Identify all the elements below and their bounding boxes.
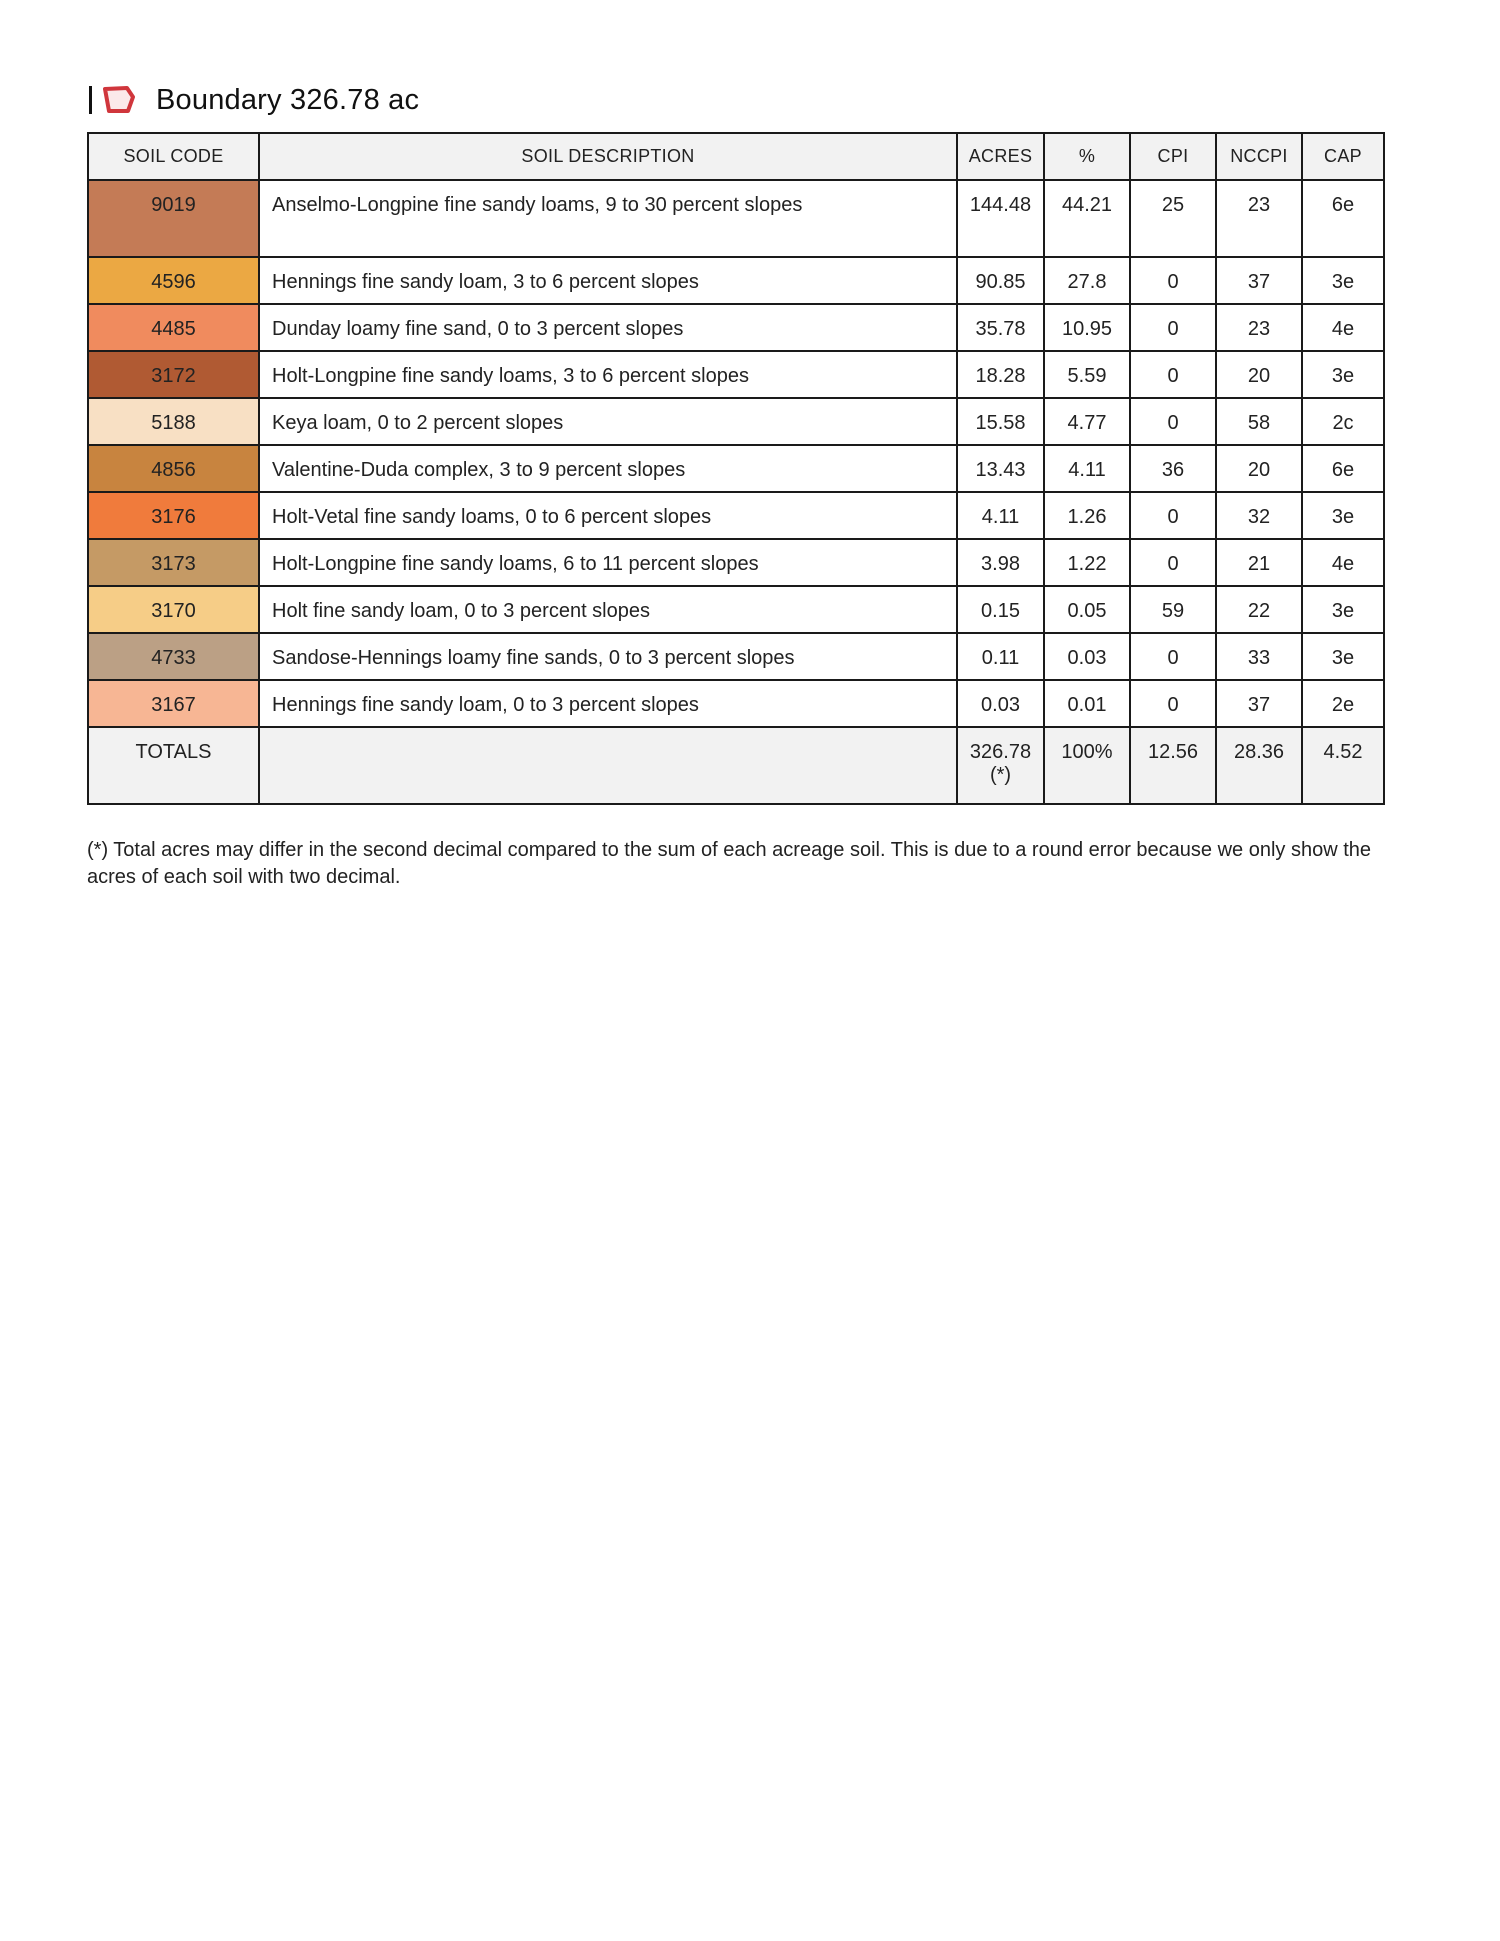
percent-cell: 0.01: [1044, 680, 1130, 727]
page-title: Boundary 326.78 ac: [156, 83, 420, 116]
nccpi-cell: 33: [1216, 633, 1302, 680]
boundary-polygon-icon: [102, 85, 136, 115]
percent-cell: 0.03: [1044, 633, 1130, 680]
nccpi-cell: 20: [1216, 445, 1302, 492]
cpi-cell: 25: [1130, 180, 1216, 257]
cap-cell: 2e: [1302, 680, 1384, 727]
column-header-soil-code: SOIL CODE: [88, 133, 259, 180]
acres-cell: 90.85: [957, 257, 1044, 304]
table-row: [88, 633, 1384, 680]
table-row: [88, 680, 1384, 727]
table-row: [88, 351, 1384, 398]
table-row: [88, 398, 1384, 445]
percent-cell: 4.11: [1044, 445, 1130, 492]
page-header: [89, 78, 419, 122]
nccpi-cell: 32: [1216, 492, 1302, 539]
soil-description-cell: Hennings fine sandy loam, 0 to 3 percent slopes: [259, 680, 957, 727]
soil-code-cell: 4596: [88, 257, 259, 304]
cap-cell: 3e: [1302, 257, 1384, 304]
nccpi-cell: 58: [1216, 398, 1302, 445]
table-row: [88, 257, 1384, 304]
soil-code-cell: 4856: [88, 445, 259, 492]
nccpi-cell: 22: [1216, 586, 1302, 633]
percent-cell: 0.05: [1044, 586, 1130, 633]
nccpi-cell: 21: [1216, 539, 1302, 586]
totals-row: [88, 727, 1384, 804]
soil-code-cell: 3176: [88, 492, 259, 539]
totals-percent: 100%: [1044, 727, 1130, 804]
cap-cell: 4e: [1302, 304, 1384, 351]
column-header-cpi: CPI: [1130, 133, 1216, 180]
cap-cell: 6e: [1302, 180, 1384, 257]
column-header-cap: CAP: [1302, 133, 1384, 180]
soil-code-cell: 4733: [88, 633, 259, 680]
soil-code-cell: 5188: [88, 398, 259, 445]
nccpi-cell: 23: [1216, 304, 1302, 351]
acres-cell: 4.11: [957, 492, 1044, 539]
soil-description-cell: Dunday loamy fine sand, 0 to 3 percent slopes: [259, 304, 957, 351]
cpi-cell: 0: [1130, 633, 1216, 680]
soil-description-cell: Holt fine sandy loam, 0 to 3 percent slopes: [259, 586, 957, 633]
soil-code-cell: 9019: [88, 180, 259, 257]
soil-description-cell: Hennings fine sandy loam, 3 to 6 percent slopes: [259, 257, 957, 304]
cap-cell: 4e: [1302, 539, 1384, 586]
table-row: [88, 445, 1384, 492]
acres-cell: 35.78: [957, 304, 1044, 351]
soil-description-cell: Holt-Vetal fine sandy loams, 0 to 6 percent slopes: [259, 492, 957, 539]
cap-cell: 3e: [1302, 633, 1384, 680]
cpi-cell: 0: [1130, 304, 1216, 351]
cpi-cell: 0: [1130, 351, 1216, 398]
soil-description-cell: Holt-Longpine fine sandy loams, 3 to 6 percent slopes: [259, 351, 957, 398]
percent-cell: 5.59: [1044, 351, 1130, 398]
cpi-cell: 0: [1130, 492, 1216, 539]
column-header-nccpi: NCCPI: [1216, 133, 1302, 180]
acres-cell: 0.11: [957, 633, 1044, 680]
table-row: [88, 492, 1384, 539]
header-divider: [89, 86, 92, 114]
soil-description-cell: Keya loam, 0 to 2 percent slopes: [259, 398, 957, 445]
percent-cell: 1.22: [1044, 539, 1130, 586]
acres-cell: 3.98: [957, 539, 1044, 586]
totals-label: TOTALS: [88, 727, 259, 804]
column-header-percent: %: [1044, 133, 1130, 180]
soil-description-cell: Holt-Longpine fine sandy loams, 6 to 11 percent slopes: [259, 539, 957, 586]
cpi-cell: 0: [1130, 680, 1216, 727]
cpi-cell: 0: [1130, 398, 1216, 445]
table-row: [88, 586, 1384, 633]
column-header-acres: ACRES: [957, 133, 1044, 180]
soil-code-cell: 3173: [88, 539, 259, 586]
soil-description-cell: Sandose-Hennings loamy fine sands, 0 to 3 percent slopes: [259, 633, 957, 680]
nccpi-cell: 20: [1216, 351, 1302, 398]
cpi-cell: 0: [1130, 539, 1216, 586]
column-header-soil-description: SOIL DESCRIPTION: [259, 133, 957, 180]
totals-cpi: 12.56: [1130, 727, 1216, 804]
percent-cell: 27.8: [1044, 257, 1130, 304]
cap-cell: 2c: [1302, 398, 1384, 445]
cpi-cell: 59: [1130, 586, 1216, 633]
acres-cell: 15.58: [957, 398, 1044, 445]
totals-nccpi: 28.36: [1216, 727, 1302, 804]
soil-code-cell: 3167: [88, 680, 259, 727]
soil-description-cell: Valentine-Duda complex, 3 to 9 percent slopes: [259, 445, 957, 492]
cpi-cell: 36: [1130, 445, 1216, 492]
acres-cell: 0.03: [957, 680, 1044, 727]
cap-cell: 6e: [1302, 445, 1384, 492]
cap-cell: 3e: [1302, 492, 1384, 539]
nccpi-cell: 23: [1216, 180, 1302, 257]
nccpi-cell: 37: [1216, 680, 1302, 727]
soil-code-cell: 4485: [88, 304, 259, 351]
acres-cell: 13.43: [957, 445, 1044, 492]
soil-code-cell: 3170: [88, 586, 259, 633]
totals-acres: 326.78(*): [957, 727, 1044, 804]
totals-description: [259, 727, 957, 804]
percent-cell: 44.21: [1044, 180, 1130, 257]
percent-cell: 4.77: [1044, 398, 1130, 445]
soils-table: [87, 132, 1385, 805]
table-header-row: [88, 133, 1384, 180]
cpi-cell: 0: [1130, 257, 1216, 304]
soil-description-cell: Anselmo-Longpine fine sandy loams, 9 to 30 percent slopes: [259, 180, 957, 257]
cap-cell: 3e: [1302, 351, 1384, 398]
acres-cell: 0.15: [957, 586, 1044, 633]
soil-code-cell: 3172: [88, 351, 259, 398]
table-row: [88, 304, 1384, 351]
footnote: (*) Total acres may differ in the second decimal compared to the sum of each acreage soil. This is due to a round error because we only show the acres of each soil with two decimal.: [87, 839, 1372, 888]
totals-cap: 4.52: [1302, 727, 1384, 804]
table-body: [88, 180, 1384, 727]
acres-cell: 18.28: [957, 351, 1044, 398]
percent-cell: 10.95: [1044, 304, 1130, 351]
acres-cell: 144.48: [957, 180, 1044, 257]
cap-cell: 3e: [1302, 586, 1384, 633]
nccpi-cell: 37: [1216, 257, 1302, 304]
table-row: [88, 180, 1384, 257]
percent-cell: 1.26: [1044, 492, 1130, 539]
table-row: [88, 539, 1384, 586]
